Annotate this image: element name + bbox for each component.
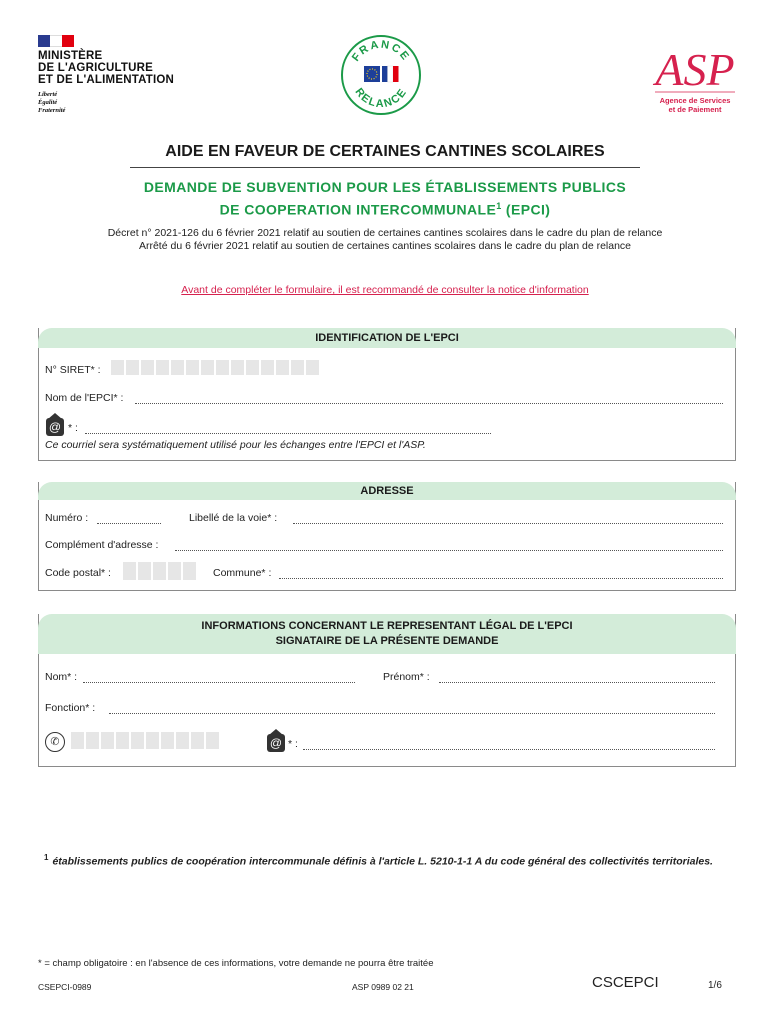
republic-flag-logo — [38, 35, 74, 47]
epci-email-label: * : — [68, 422, 78, 434]
street-input[interactable] — [293, 523, 723, 524]
epci-name-label: Nom de l'EPCI* : — [45, 392, 124, 404]
form-code: CSEPCI-0989 — [38, 982, 92, 992]
email-note: Ce courriel sera systématiquement utilisé pour les échanges entre l'EPCI et l'ASP. — [45, 439, 426, 451]
mandatory-note: * = champ obligatoire : en l'absence de ces informations, votre demande ne pourra être traitée — [38, 958, 434, 969]
first-name-input[interactable] — [439, 682, 715, 683]
svg-text:ASP: ASP — [655, 44, 735, 95]
postal-code-input[interactable] — [123, 562, 196, 580]
decree-references: Décret n° 2021-126 du 6 février 2021 relatif au soutien de certaines cantines scolaires dans le cadre du plan de relance Arrêté du 6 février 2021 relatif au soutien de certaines cantines scolaires dans le cadre du plan de relance — [107, 227, 663, 252]
ministry-name: MINISTÈRE DE L'AGRICULTURE ET DE L'ALIMENTATION — [38, 50, 174, 86]
epci-name-input[interactable] — [135, 403, 723, 404]
last-name-input[interactable] — [83, 682, 355, 683]
asp-subtitle: Agence de Services et de Paiement — [659, 96, 731, 114]
address-section — [38, 482, 736, 591]
epci-email-input[interactable] — [85, 433, 491, 434]
asp-code: ASP 0989 02 21 — [352, 982, 414, 992]
footnote: $^1$ établissements publics de coopération intercommunale définis à l'article L. 5210-1-1 A du code général des collectivités territoriales. — [44, 853, 713, 868]
representative-heading: INFORMATIONS CONCERNANT LE REPRESENTANT LÉGAL DE L'EPCI SIGNATAIRE DE LA PRÉSENTE DEMANDE — [38, 614, 736, 654]
eu-flag-icon — [364, 66, 380, 82]
email-house-icon: @ — [267, 734, 285, 752]
page-number: 1/6 — [708, 980, 722, 991]
email-house-icon: @ — [46, 418, 64, 436]
complement-input[interactable] — [175, 550, 723, 551]
last-name-label: Nom* : — [45, 671, 78, 683]
postal-code-label: Code postal* : — [45, 567, 111, 579]
notice-link[interactable]: Avant de compléter le formulaire, il est recommandé de consulter la notice d'information — [181, 284, 589, 296]
city-input[interactable] — [279, 578, 723, 579]
svg-text:RELANCE: RELANCE — [352, 86, 410, 111]
page-title: AIDE EN FAVEUR DE CERTAINES CANTINES SCOLAIRES — [165, 143, 605, 160]
representative-email-label: * : — [288, 738, 298, 750]
phone-input[interactable] — [71, 732, 219, 749]
address-heading: ADRESSE — [38, 482, 736, 500]
complement-label: Complément d'adresse : — [45, 539, 159, 551]
france-relance-logo — [340, 34, 422, 116]
number-input[interactable] — [97, 523, 161, 524]
republic-motto: Liberté Égalité Fraternité — [38, 91, 66, 114]
svg-text:FRANCE: FRANCE — [349, 38, 413, 64]
siret-input[interactable] — [111, 360, 319, 375]
representative-email-input[interactable] — [303, 749, 715, 750]
city-label: Commune* : — [213, 567, 272, 579]
first-name-label: Prénom* : — [383, 671, 430, 683]
street-label: Libellé de la voie* : — [189, 512, 278, 524]
function-label: Fonction* : — [45, 702, 96, 714]
phone-icon: ✆ — [45, 732, 65, 752]
short-form-code: CSCEPCI — [592, 974, 659, 991]
function-input[interactable] — [109, 713, 715, 714]
representative-section — [38, 614, 736, 767]
title-divider — [130, 167, 640, 168]
number-label: Numéro : — [45, 512, 89, 524]
siret-label: N° SIRET* : — [45, 364, 101, 376]
identification-section — [38, 328, 736, 461]
identification-heading: IDENTIFICATION DE L'EPCI — [38, 328, 736, 348]
page-subtitle: DEMANDE DE SUBVENTION POUR LES ÉTABLISSEMENTS PUBLICS DE COOPERATION INTERCOMMUNALE$^1$ (EPCI) — [143, 179, 627, 218]
